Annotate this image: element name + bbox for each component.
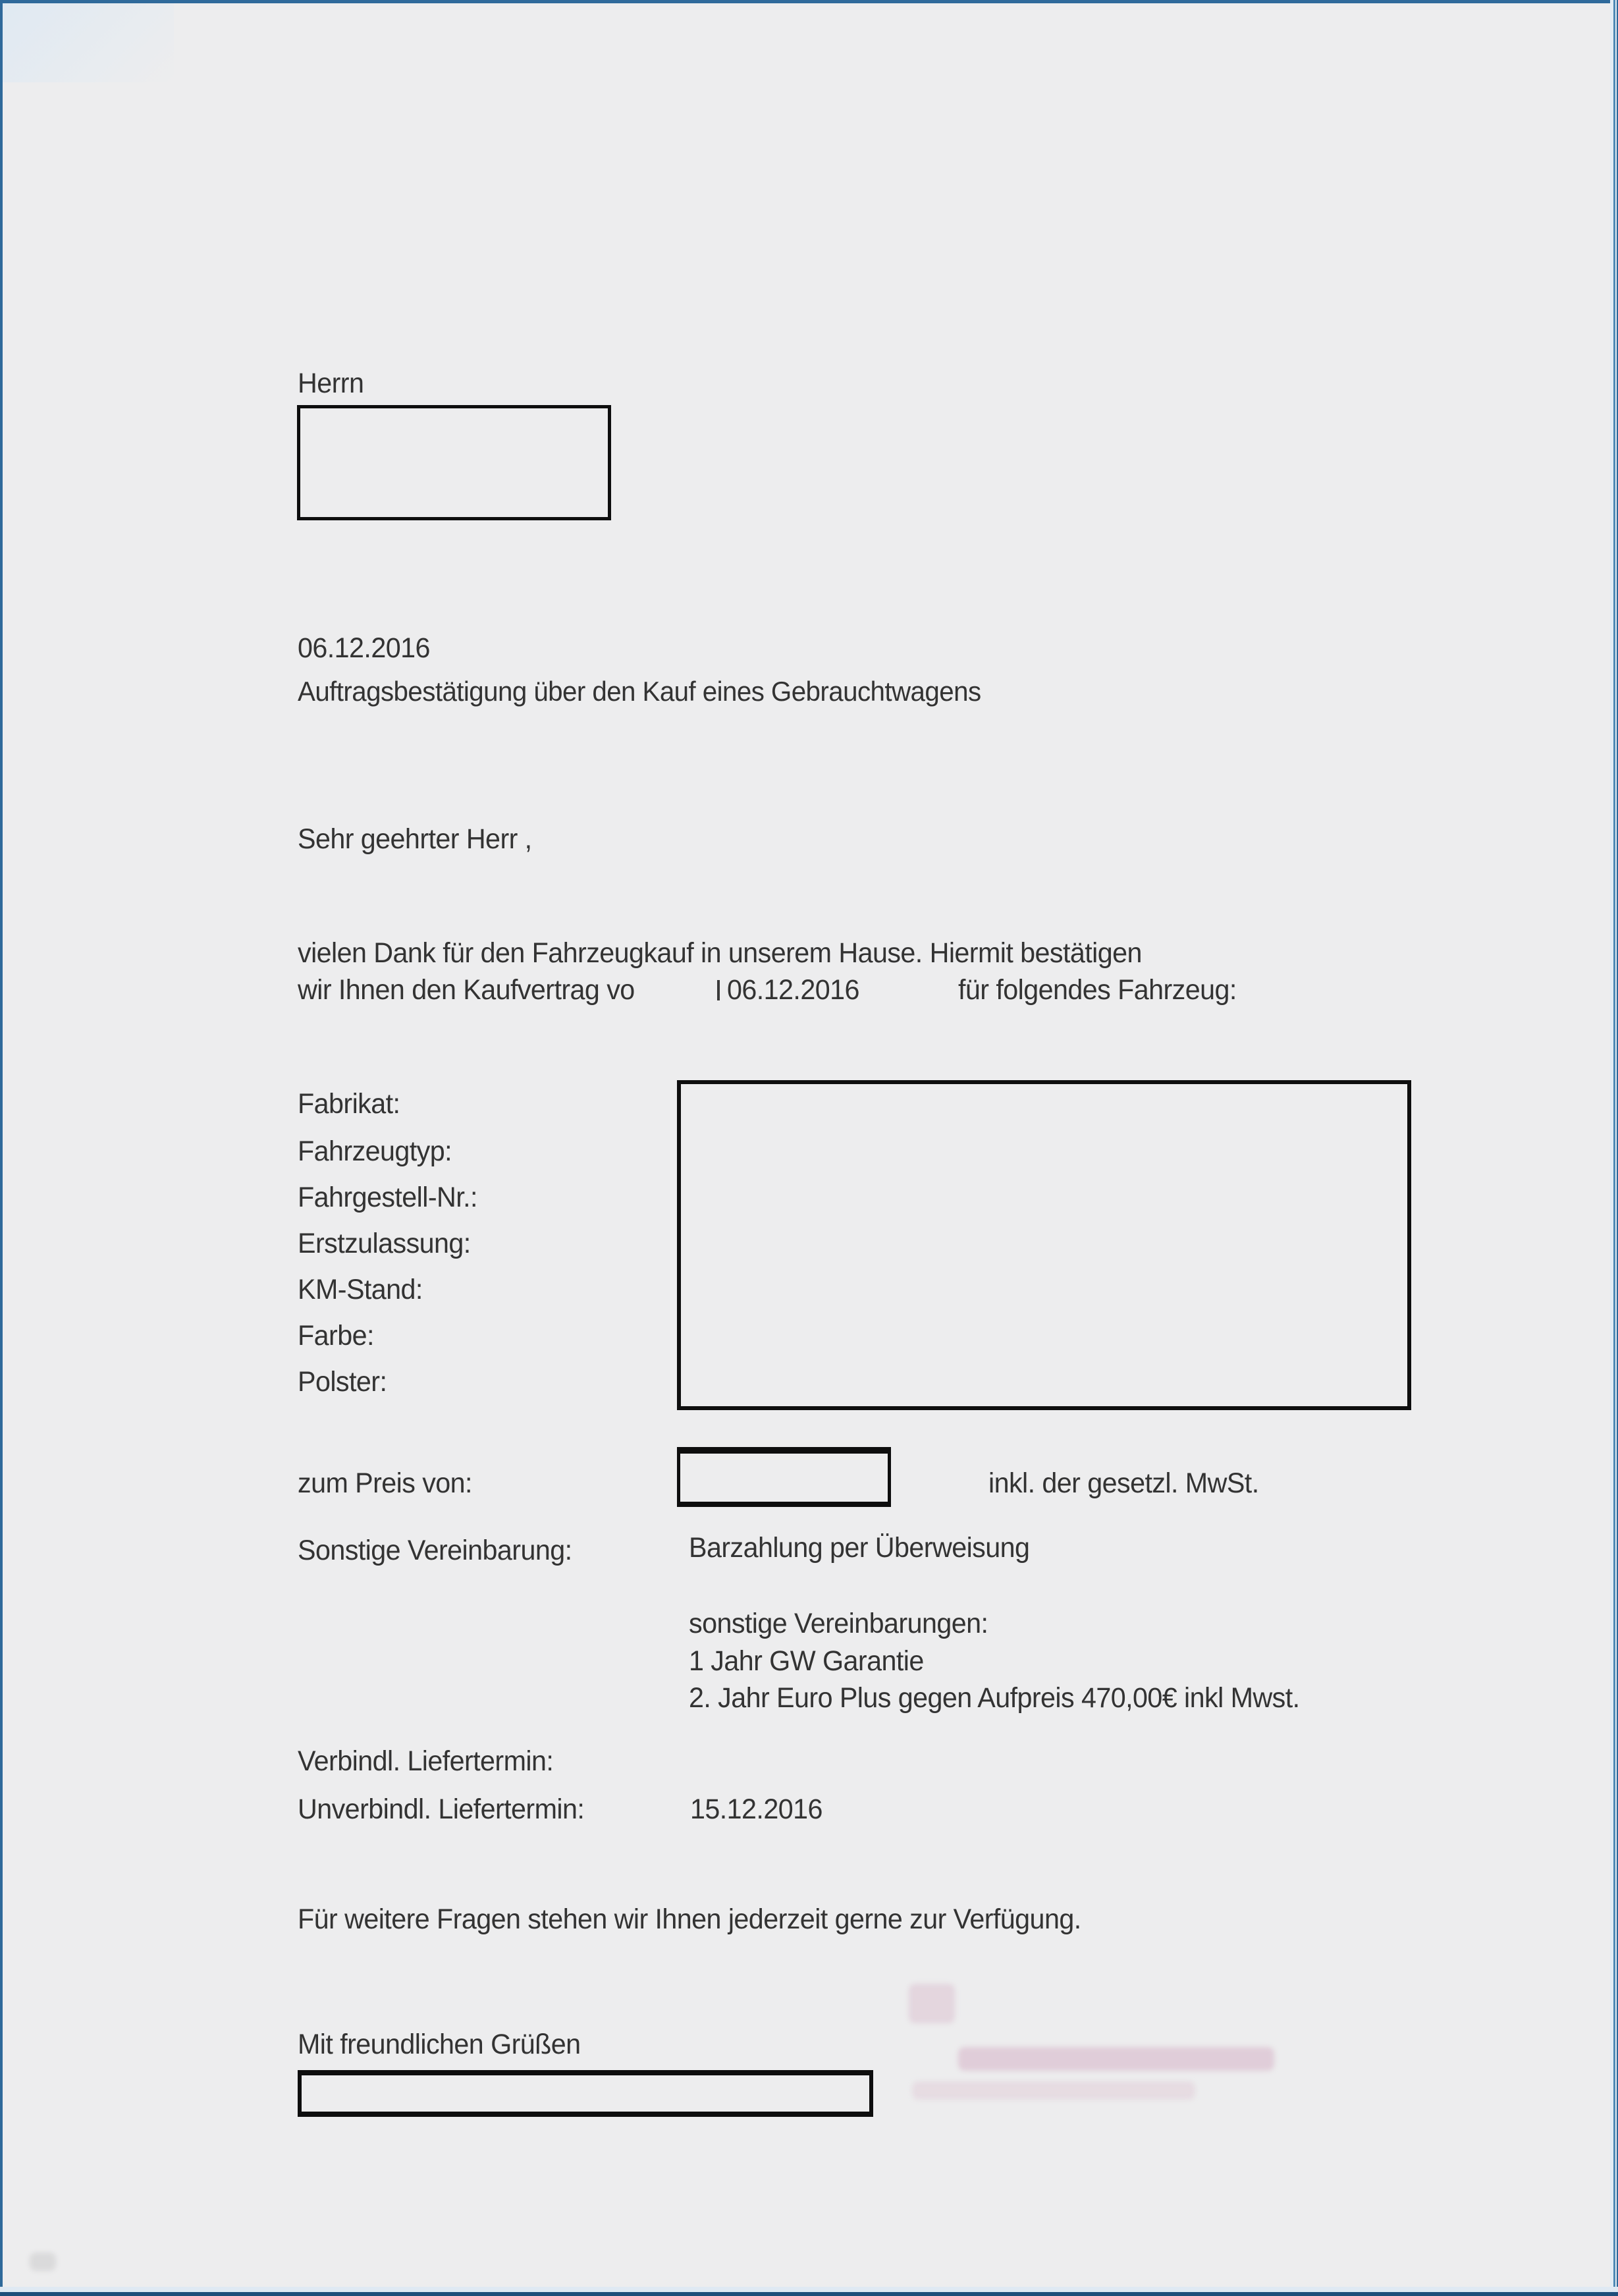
intro-line-1: vielen Dank für den Fahrzeugkauf in unserem Hause. Hiermit bestätigen <box>298 937 1142 969</box>
signoff-line: Mit freundlichen Grüßen <box>298 2029 581 2060</box>
letter-date: 06.12.2016 <box>298 632 430 664</box>
clipped-letter-artifact <box>717 980 720 1000</box>
scan-artifact-bottom-left <box>30 2253 56 2271</box>
label-fabrikat: Fabrikat: <box>298 1088 400 1120</box>
frame-left-edge <box>0 0 3 2296</box>
vehicle-data-box <box>677 1080 1411 1410</box>
price-label: zum Preis von: <box>298 1467 472 1499</box>
extra-agreement-line-2: 2. Jahr Euro Plus gegen Aufpreis 470,00€ inkl Mwst. <box>689 1682 1300 1714</box>
agreement-value: Barzahlung per Überweisung <box>689 1532 1030 1564</box>
frame-bottom-edge <box>0 2292 1618 2296</box>
frame-right-edge <box>1610 0 1618 2296</box>
label-polster: Polster: <box>298 1366 387 1398</box>
agreement-label: Sonstige Vereinbarung: <box>298 1535 572 1566</box>
watermark-smudge-small <box>909 1984 955 2023</box>
extra-agreement-line-1: 1 Jahr GW Garantie <box>689 1645 924 1677</box>
price-box <box>677 1447 891 1507</box>
watermark-smudge-main <box>958 2047 1274 2071</box>
label-km-stand: KM-Stand: <box>298 1274 423 1305</box>
intro-contract-date: 06.12.2016 <box>727 974 859 1006</box>
label-fahrzeugtyp: Fahrzeugtyp: <box>298 1135 452 1167</box>
recipient-address-box <box>297 405 611 520</box>
extra-agreements-heading: sonstige Vereinbarungen: <box>689 1608 988 1639</box>
intro-line-2-prefix: wir Ihnen den Kaufvertrag vo <box>298 974 635 1006</box>
recipient-salutation: Herrn <box>298 368 364 399</box>
signature-box <box>298 2070 873 2117</box>
closing-line: Für weitere Fragen stehen wir Ihnen jederzeit gerne zur Verfügung. <box>298 1903 1081 1935</box>
binding-delivery-label: Verbindl. Liefertermin: <box>298 1745 554 1777</box>
watermark-smudge-secondary <box>912 2081 1195 2100</box>
intro-line-2-suffix: für folgendes Fahrzeug: <box>958 974 1237 1006</box>
label-erstzulassung: Erstzulassung: <box>298 1228 471 1259</box>
subject-line: Auftragsbestätigung über den Kauf eines Gebrauchtwagens <box>298 676 981 707</box>
frame-bottom-strip <box>0 2287 1618 2292</box>
scan-corner-tint <box>3 3 174 82</box>
nonbinding-delivery-label: Unverbindl. Liefertermin: <box>298 1793 585 1825</box>
price-vat-note: inkl. der gesetzl. MwSt. <box>988 1467 1259 1499</box>
nonbinding-delivery-date: 15.12.2016 <box>690 1793 822 1825</box>
greeting-line: Sehr geehrter Herr , <box>298 823 532 855</box>
label-farbe: Farbe: <box>298 1320 374 1352</box>
label-fahrgestell-nr: Fahrgestell-Nr.: <box>298 1182 477 1213</box>
frame-top-edge <box>0 0 1618 3</box>
